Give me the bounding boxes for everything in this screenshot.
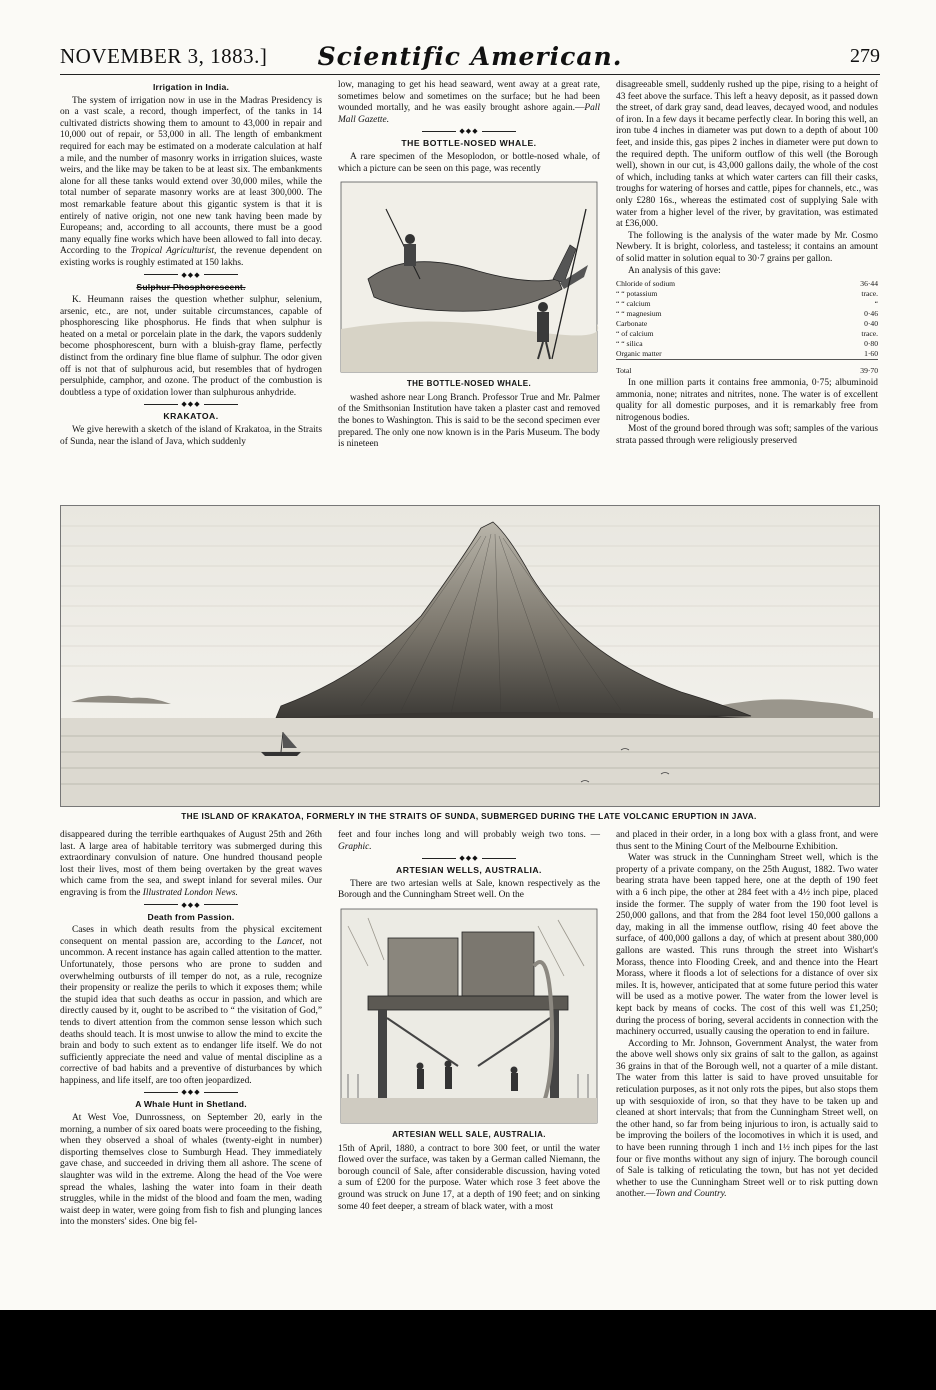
- analysis-total-value: 39·70: [842, 360, 878, 377]
- analysis-row: [616, 289, 878, 299]
- analysis-total-label: Total: [616, 360, 842, 377]
- analysis-row: [616, 329, 878, 339]
- analysis-value: 1·60: [864, 349, 878, 359]
- water-analysis-table: [616, 279, 878, 376]
- article-body-bottlenose-cont: washed ashore near Long Branch. Professor True and Mr. Palmer of the Smithsonian Institution have taken a plaster cast and removed the bones to Washington. This is said to be the second specimen ever prepared. The only one now known is in the Paris Museum. The body is nineteen: [338, 392, 600, 450]
- analysis-substance: Chloride of sodium: [616, 279, 676, 289]
- upper-column-3: [616, 80, 878, 448]
- article-body-krakatoa-cont: disappeared during the terrible earthquakes of August 25th and 26th last. A large area of habitable territory was submerged during this extraordinary convulsion of nature. One hundred thousand people lost their lives, most of them being overtaken by the great waves which came from the sea, and swept inland for several miles. Our engraving is from the Illustrated London News.: [60, 830, 322, 898]
- section-divider: ◆◆◆: [60, 901, 322, 910]
- article-heading-artesian: ARTESIAN WELLS, AUSTRALIA.: [396, 865, 542, 876]
- article-body-irrigation: The system of irrigation now in use in the Madras Presidency is on a vast scale, a record, though imperfect, of the tanks in 14 cultivated districts showing them to amount to 43,000 in repair and 10,000 out of repair, or 53,000 in all. The length of embankment required for each may be estimated on a moderate calculation at half a mile, and the number of masonry works in irrigation sluices, waste weirs, and the like may be taken to be at least six. The embankments alone for all these tanks would extend over 30,000 miles, while the total number of separate masonry works are at least 300,000. The most remarkable feature about this gigantic system is that it is entirely of native origin, not one new tank having been made by Europeans; and, according to all accounts, there must be a good many equally fine works which have been allowed to fall into decay. According to the Tropical Agriculturist, the revenue dependent on existing works is roughly estimated at 150 lakhs.: [60, 95, 322, 268]
- article-heading-bottlenose: THE BOTTLE-NOSED WHALE.: [401, 138, 537, 149]
- section-divider: ◆◆◆: [60, 400, 322, 409]
- analysis-substance: “ of calcium: [616, 329, 654, 339]
- article-body-whale-end: low, managing to get his head seaward, went away at a great rate, sometimes below and sometimes on the surface; but he had been wounded mortally, and he was easily brought ashore again.—Pall Mall Gazette.: [338, 80, 600, 125]
- analysis-heading: An analysis of this gave:: [628, 265, 721, 276]
- bottom-black-band: [0, 1310, 936, 1390]
- article-body-death: Cases in which death results from the physical excitement consequent on mental passion are, according to the Lancet, not uncommon. A recent instance has again called attention to the matter. Unfortunately, those persons who are prone to sudden and overwhelming outbursts of ill temper do not, as a rule, recognize their propensity or realize the perils to which it exposes them; while the stupid idea that such deaths as occur in passion, and which are directly caused by it, ought to be ascribed to “ the visitation of God,” tends to divert attention from the common sense lesson which such deaths should teach. It is most unwise to allow the mind to excite the brain and body to such extent as to endanger life itself. We do not sufficiently appreciate the need and value of mental discipline as a corrective of bad habits and a preventive of disturbances by which happiness, and life itself, are too often jeopardized.: [60, 925, 323, 1086]
- article-heading-krakatoa: KRAKATOA.: [163, 411, 219, 422]
- analysis-row: [616, 339, 878, 349]
- publication-title: Scientific American.: [317, 42, 623, 71]
- article-heading-whale-hunt: A Whale Hunt in Shetland.: [135, 1099, 247, 1110]
- analysis-substance: Carbonate: [616, 319, 648, 329]
- cunningham-well-text: Water was struck in the Cunningham Street well, which is the property of a private company, on the 25th August, 1882. Two water bearing strata have been tapped here, one at the depth of 190 feet with a 6 inch pipe, the other at 284 feet with a 4½ inch pipe, placed inside the former. The supply of water from the 190 foot level is 250,000 gallons, and that from the 284 foot level 150,000 gallons a day, making in all the immense outflow, rising 40 feet above the surface, of 400,000 gallons a day, of which at present about 380,000 gallons are wasted. This runs through the street into Wishart's Morass, thence into Flooding Creek, and and thence into the Heart Morass, where it floods a lot of selections for a distance of over six miles. It is, however, anticipated that at some future period this water will be used as a motive power. The water from the lower level is kept back by means of cocks. The cost of this well was £1,250; during the process of boring, several accidents in connection with the machinery occurred, usually causing the operation to end in failure.: [616, 853, 878, 1038]
- analysis-value: 0·46: [864, 309, 878, 319]
- upper-column-1: [60, 80, 322, 448]
- article-heading-death: Death from Passion.: [147, 911, 235, 922]
- analysis-substance: “ “ potassium: [616, 289, 658, 299]
- article-body-artesian: There are two artesian wells at Sale, known respectively as the Borough and the Cunningham Street well. On the: [338, 878, 600, 901]
- whale-figure-caption: THE BOTTLE-NOSED WHALE.: [406, 379, 532, 389]
- artesian-figure-caption: ARTESIAN WELL SALE, AUSTRALIA.: [392, 1129, 546, 1139]
- section-divider: ◆◆◆: [60, 271, 322, 280]
- analysis-substance: “ “ magnesium: [616, 309, 662, 319]
- analysis-row: [616, 279, 878, 289]
- analysis-value: “: [874, 299, 878, 309]
- johnson-analysis-text: According to Mr. Johnson, Government Analyst, the water from the above well shows only six grains of salt to the gallon, as against 36 grains in that of the Borough well, not a quarter of a mile distant. The water from this latter is said to have proved unsuitable for reticulation purposes, as it not only rots the pipes, but also stops them up with sesquioxide of iron, so that they have to be taken up and cleaned at short intervals; that from the Cunningham Street well, on the other hand, so far from being injurious to iron, is actually said to be improving the boilers of the locomotives in which it is used, and to have been running through 1 inch and 1½ inch pipes for the last four or five months without any sign of injury. The borough council of Sale is talking of reticulating the town, but has not yet decided whether to use the Cunningham Street well or to risk putting down another.—Town and Country.: [616, 1038, 878, 1200]
- analysis-substance: “ “ calcium: [616, 299, 651, 309]
- page-number: 279: [850, 45, 880, 67]
- section-divider: ◆◆◆: [338, 854, 600, 863]
- analysis-value: 36·44: [860, 279, 878, 289]
- artesian-ammonia-text: In one million parts it contains free ammonia, 0·75; albuminoid ammonia, none; nitrates and nitrites, none. The water is of excellent quality for all domestic purposes, and it is remarkably free from nitrogenous bodies.: [616, 378, 878, 423]
- issue-date: NOVEMBER 3, 1883.]: [60, 44, 268, 68]
- artesian-well-engraving-image: [338, 906, 600, 1126]
- artesian-analysis-intro: The following is the analysis of the water made by Mr. Cosmo Newbery. It is bright, colorless, and tasteless; it contains an amount of solid matter in solution equal to 30·7 grains per gallon.: [616, 230, 878, 264]
- analysis-row: [616, 349, 878, 360]
- analysis-substance: Organic matter: [616, 349, 662, 359]
- artesian-exhibition-text: and placed in their order, in a long box with a glass front, and were thus sent to the Mining Court of the Melbourne Exhibition.: [616, 830, 878, 852]
- lower-column-2: [338, 830, 600, 1213]
- article-body-krakatoa: We give herewith a sketch of the island of Krakatoa, in the Straits of Sunda, near the island of Java, which suddenly: [60, 425, 322, 447]
- analysis-row: [616, 309, 878, 319]
- analysis-value: trace.: [861, 329, 878, 339]
- analysis-total-row: [616, 360, 878, 377]
- article-body-bottlenose-end: feet and four inches long and will probably weigh two tons. —Graphic.: [338, 830, 600, 852]
- analysis-row: [616, 319, 878, 329]
- artesian-well-illustration: [338, 906, 600, 1126]
- krakatoa-engraving-image: [61, 506, 879, 806]
- article-body-whale-hunt: At West Voe, Dunrossness, on September 20, early in the morning, a number of six oared boats were proceeding to the fishing, when they observed a shoal of whales (twenty-eight in number) disporting themselves close to Sumburgh Head. They immediately gave chase, and succeeded in driving them all ashore. The scene of slaughter was wild in the extreme. Along the head of the Voe were spread the whales, lashing the water into foam in their death struggles, while in the midst of the blood and foam the men, wading waist deep in water, were going from fish to fish and plunging lances into the monsters' sides. One big fel-: [60, 1113, 322, 1228]
- upper-column-2: [338, 80, 600, 451]
- analysis-value: 0·40: [864, 319, 878, 329]
- analysis-substance: “ “ silica: [616, 339, 643, 349]
- article-body-bottlenose: A rare specimen of the Mesoplodon, or bottle-nosed whale, of which a picture can be seen on this page, was recently: [338, 151, 600, 174]
- lower-column-3: [616, 830, 878, 1201]
- artesian-text-continued: disagreeable smell, suddenly rushed up the pipe, rising to a height of 43 feet above the surface. This left a heavy deposit, as it passed down the street, of dark gray sand, dead leaves, decayed wood, and nodules of iron. In a few days it became perfectly clear. In boring this well, an iron tube 4 inches in diameter was put down to a depth of about 100 feet, and inside this, gas pipes 2 inches in diameter were put down to the required depth. The uniform outflow of this well (the Borough well), shown in our cut, is 43,000 gallons daily, the whole of the cost of which, including tanks at which water carters can fill their casks, troughs for watering of horses and cattle, pipes for channels, etc., was only £280 16s., whereas the estimated cost of supplying Sale with water from a higher level of the river, by gravitation, was estimated at £36,000.: [616, 80, 878, 230]
- lower-column-1: [60, 830, 322, 1229]
- krakatoa-figure-caption: THE ISLAND OF KRAKATOA, FORMERLY IN THE STRAITS OF SUNDA, SUBMERGED DURING THE LATE VOLCANIC ERUPTION IN JAVA.: [181, 812, 757, 821]
- section-divider: ◆◆◆: [338, 127, 600, 136]
- article-heading-sulphur: Sulphur Phosphorescent.: [136, 281, 246, 292]
- section-divider: ◆◆◆: [60, 1088, 322, 1097]
- analysis-row: [616, 299, 878, 309]
- whale-engraving-image: [338, 179, 600, 375]
- whale-illustration: [338, 179, 600, 375]
- article-body-artesian-cont: 15th of April, 1880, a contract to bore 300 feet, or until the water flowed over the surface, was taken by a German called Niemann, the borough council of Sale, after considerable discussion, having voted a sum of £200 for the purpose. Water which rose 3 feet above the ground was struck on June 17, at a depth of 190 feet; and on sinking some 40 feet deeper, a stream of black water, with a most: [338, 1143, 600, 1212]
- artesian-strata-text: Most of the ground bored through was soft; samples of the various strata passed through were religiously preserved: [616, 424, 878, 447]
- article-body-sulphur: K. Heumann raises the question whether sulphur, selenium, arsenic, etc., are not, under suitable circumstances, capable of phosphorescing like phosphorus. He finds that when sulphur is heated on a metal or porcelain plate in the dark, the vapors suddenly become phosphorescent, burn with a bluish-gray flame, perfectly distinct from the ordinary fine blue flame of sulphur. The odor given off is not that of sulphurous acid, but resembles that of hydrogen persulphide, camphor, and ozone. The product of the combustion is doubtless a type of oxidation lower than sulphurous anhydride.: [60, 295, 322, 398]
- krakatoa-illustration: [60, 505, 880, 807]
- article-heading-irrigation: Irrigation in India.: [152, 82, 230, 92]
- masthead: [60, 44, 880, 75]
- analysis-value: trace.: [861, 289, 878, 299]
- analysis-value: 0·80: [864, 339, 878, 349]
